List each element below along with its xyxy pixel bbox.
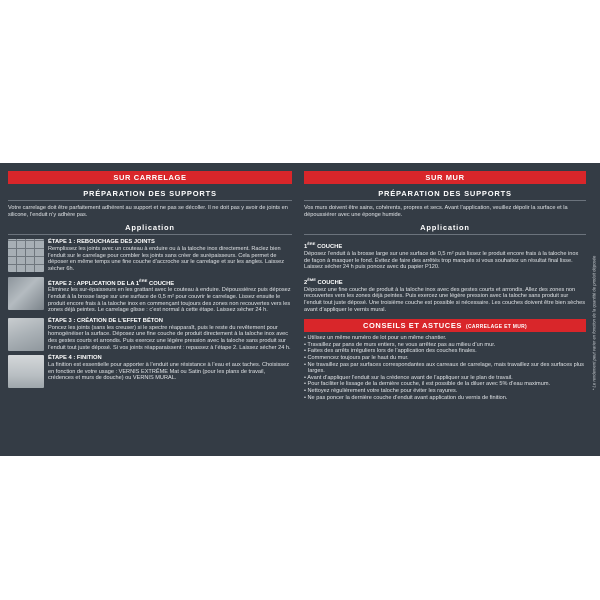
tile-prep-text: Votre carrelage doit être parfaitement adhérent au support et ne pas se décoller. Il ne doit pas y avoir de joints en silicone, l’enduit n’y adhère pas.: [8, 205, 288, 218]
step-3-title: ÉTAPE 3 : CRÉATION DE L’EFFET BÉTON: [48, 317, 163, 324]
step-1-photo: [8, 239, 44, 272]
tip-item: • Commencez toujours par le haut du mur.: [304, 354, 409, 361]
step-2-title: [48, 277, 292, 288]
step-2-text: Éliminez les sur-épaisseurs en les grattant avec le couteau à enduire. Dépoussiérez puis déposez l’enduit à la brosse large sur une surface de 0,5 m² pour couvrir le carrelage. Lissez ensuite le produit encore frais à la taloche inox en commençant toujours des zones non recouvertes vers les zones déjà peintes. Le carrelage glisse : c’est normal à cette étape. Laissez sécher 24 h.: [48, 287, 291, 314]
side-note-text: * Le rendement peut varier en fonction de la quantité de produit déposée: [591, 255, 597, 391]
tip-item: • Nettoyez régulièrement votre taloche pour éviter les rayures.: [304, 387, 458, 394]
coat-1-text: Déposez l’enduit à la brosse large sur une surface de 0,5 m² puis lissez le produit encore frais à la taloche inox de façon à masquer le fond. Évitez de faire des arrêtés trop marqués si vous souhaitez un résultat final lisse. Laissez sécher 24 h puis poncez avec du papier P120.: [304, 251, 579, 271]
step-3-photo: [8, 318, 44, 351]
tips-banner-label: CONSEILS ET ASTUCES: [362, 321, 463, 331]
step-4-photo: [8, 355, 44, 388]
tips-banner: [304, 319, 586, 332]
divider: [8, 200, 292, 201]
tile-step-4: [8, 355, 292, 388]
coat-2-sup: ÈME: [307, 276, 316, 282]
tile-app-title: Application: [125, 223, 175, 233]
tile-step-2: [8, 277, 292, 314]
wall-prep-text: Vos murs doivent être sains, cohérents, propres et secs. Avant l’application, veuillez dépolir la surface et la dépoussiérer avec une éponge humide.: [304, 205, 568, 218]
step-3-text: Poncez les joints (sans les creuser) si le spectre réapparaît, puis le reste du revêtement pour homogénéiser la surface. Déposez une fine couche de produit directement à la taloche inox avec des gestes courts et arrondis. Puis exercez une légère pression avec la taloche sans produit sur l’enduit tout juste déposé. Si vos joints réapparaissent : repassez à l’étape 2. Laissez sécher 24 h.: [48, 324, 291, 351]
tip-item: • Faites des arrêts irréguliers lors de l’application des couches finales.: [304, 348, 477, 355]
step-2-title-post: COUCHE: [147, 280, 175, 287]
step-1-text: Remplissez les joints avec un couteau à enduire ou à la taloche inox directement. Raclez bien l’enduit sur le carrelage pour combler les joints sans créer de surépaisseurs. Cela permet de déposer en même temps une fine couche d’accroche sur le carrelage et sur les angles. Laissez sécher 6h.: [48, 246, 284, 272]
step-1-title: ÉTAPE 1 : REBOUCHAGE DES JOINTS: [48, 239, 155, 246]
tips-banner-sub: (CARRELAGE ET MUR): [466, 324, 527, 331]
wall-prep-title: PRÉPARATION DES SUPPORTS: [378, 189, 512, 198]
coat-1-word: COUCHE: [315, 244, 343, 251]
step-2-title-sup: ÈRE: [139, 277, 148, 283]
coat-2-word: COUCHE: [315, 279, 343, 286]
coat-1-num: 1: [304, 244, 308, 251]
tip-item: • Pour faciliter le lissage de la dernière couche, il est possible de la diluer avec 5% d’eau maximum.: [304, 381, 551, 388]
side-note: [590, 193, 598, 453]
tips-list: [304, 335, 586, 401]
step-4-title: ÉTAPE 4 : FINITION: [48, 355, 102, 362]
divider: [304, 200, 586, 201]
tile-step-3: [8, 318, 292, 351]
tip-item: • Utilisez un même numéro de lot pour un même chantier.: [304, 335, 447, 342]
tile-banner: SUR CARRELAGE: [8, 171, 292, 184]
instructions-panel: [0, 163, 600, 456]
tip-item: • Travaillez par pans de murs entiers, ne vous arrêtez pas au milieu d’un mur.: [304, 341, 496, 348]
coat-2-title: [304, 276, 586, 287]
tile-column: [8, 171, 292, 388]
step-4-text: La finition est essentielle pour apporter à l’enduit une résistance à l’eau et aux taches. Choisissez en fonction de votre usage : VERNIS EXTRÊME Mat ou Satin (pour les plans de travail, crédences et murs de douche) ou VERNIS MURAL.: [48, 362, 289, 382]
coat-1-sup: ÈRE: [307, 241, 316, 247]
divider: [304, 234, 586, 235]
divider: [8, 234, 292, 235]
coat-2-num: 2: [304, 279, 308, 286]
tip-item: • Ne travaillez pas par surfaces correspondantes aux carreaux de carrelage, mais travaillez sur des surfaces plus larges.: [304, 361, 584, 375]
step-2-photo: [8, 277, 44, 310]
wall-column: [304, 171, 586, 401]
coat-2-text: Déposez une fine couche de produit à la taloche inox avec des gestes courts et arrondis. Allez des zones non recouvertes vers les zones déjà peintes. Puis exercez une légère pression avec la taloche sans produit sur l’enduit tout juste déposé. Une troisième couche est possible si nécessaire. Les couches doivent être bien sèches avant d’appliquer le vernis mural.: [304, 286, 586, 313]
coat-1-title: [304, 240, 586, 251]
tip-item: • Ne pas poncer la dernière couche d’enduit avant application du vernis de finition.: [304, 394, 508, 401]
wall-banner: SUR MUR: [304, 171, 586, 184]
tile-step-1: [8, 239, 292, 272]
tile-prep-title: PRÉPARATION DES SUPPORTS: [83, 189, 217, 198]
tip-item: • Avant d’appliquer l’enduit sur la crédence avant de l’appliquer sur le plan de travail.: [304, 374, 513, 381]
wall-app-title: Application: [420, 223, 470, 233]
step-2-title-pre: ÉTAPE 2 : APPLICATION DE LA 1: [48, 280, 140, 287]
